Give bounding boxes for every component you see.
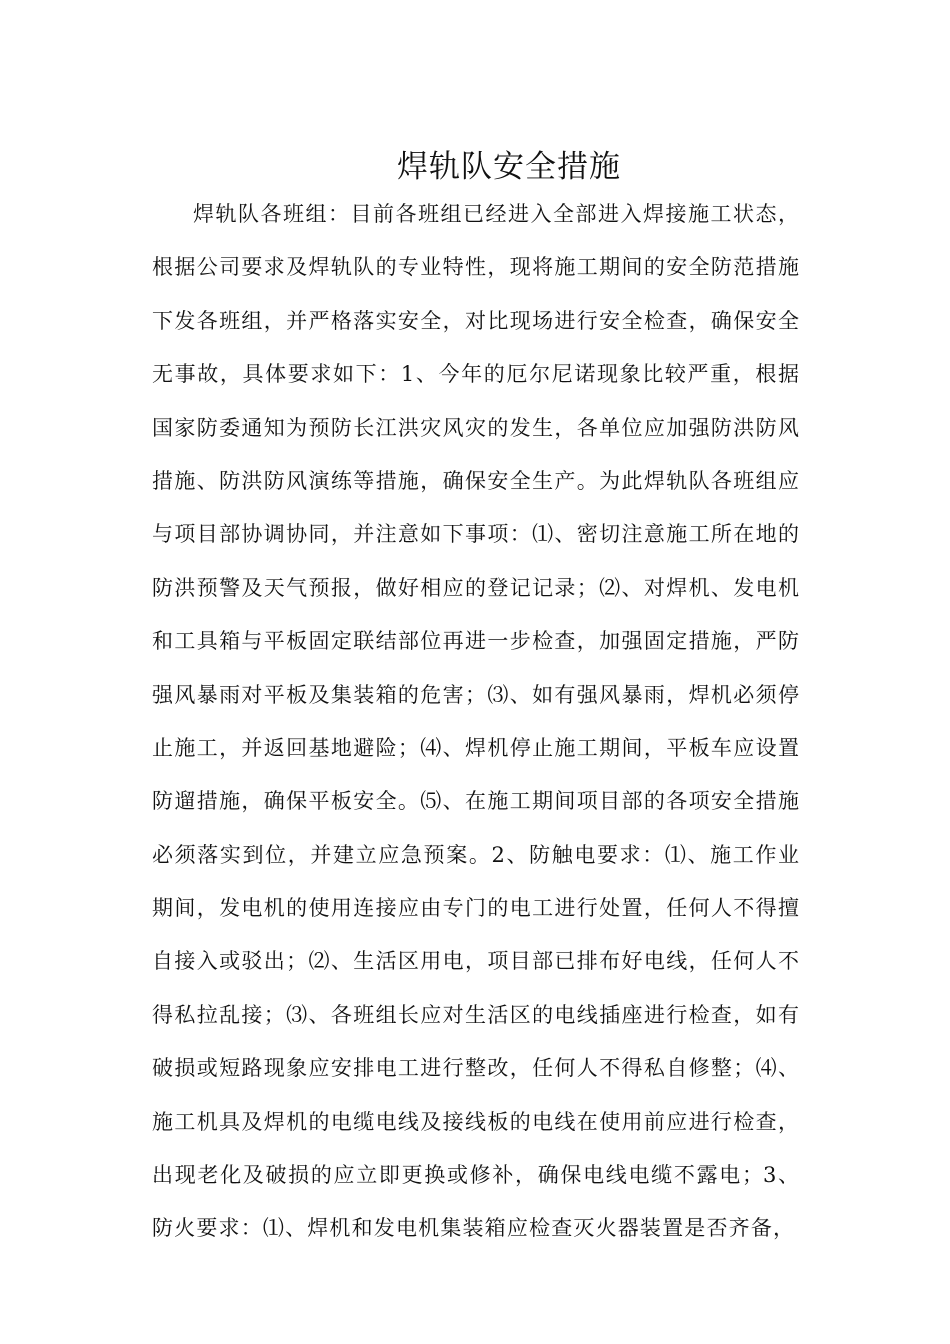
body-line: 国家防委通知为预防长江洪灾风灾的发生，各单位应加强防洪防风 (152, 415, 799, 440)
body-line: 焊轨队各班组：目前各班组已经进入全部进入焊接施工状态， (193, 202, 799, 226)
body-line: 破损或短路现象应安排电工进行整改，任何人不得私自修整；⑷、 (152, 1056, 799, 1081)
body-line: 自接入或驳出；⑵、生活区用电，项目部已排布好电线，任何人不 (152, 949, 799, 974)
body-line: 得私拉乱接；⑶、各班组长应对生活区的电线插座进行检查，如有 (152, 1002, 799, 1027)
body-line: 措施、防洪防风演练等措施，确保安全生产。为此焊轨队各班组应 (152, 468, 799, 493)
body-line: 防火要求：⑴、焊机和发电机集装箱应检查灭火器装置是否齐备， (152, 1216, 794, 1241)
body-line: 防洪预警及天气预报，做好相应的登记记录；⑵、对焊机、发电机 (152, 575, 799, 600)
body-line: 必须落实到位，并建立应急预案。2、防触电要求：⑴、施工作业 (152, 842, 799, 867)
body-line: 根据公司要求及焊轨队的专业特性，现将施工期间的安全防范措施 (152, 255, 799, 280)
document-body (0, 193, 950, 1261)
body-line: 出现老化及破损的应立即更换或修补，确保电线电缆不露电；3、 (152, 1163, 799, 1188)
body-line: 和工具箱与平板固定联结部位再进一步检查，加强固定措施，严防 (152, 629, 799, 654)
body-line: 期间，发电机的使用连接应由专门的电工进行处置，任何人不得擅 (152, 896, 799, 921)
body-line: 下发各班组，并严格落实安全，对比现场进行安全检查，确保安全 (152, 308, 799, 333)
body-line: 与项目部协调协同，并注意如下事项：⑴、密切注意施工所在地的 (152, 522, 799, 547)
body-line: 强风暴雨对平板及集装箱的危害；⑶、如有强风暴雨，焊机必须停 (152, 682, 799, 707)
document-title: 焊轨队安全措施 (397, 148, 621, 185)
body-line: 止施工，并返回基地避险；⑷、焊机停止施工期间，平板车应设置 (152, 735, 799, 760)
body-line: 施工机具及焊机的电缆电线及接线板的电线在使用前应进行检查， (152, 1109, 799, 1134)
body-line: 防遛措施，确保平板安全。⑸、在施工期间项目部的各项安全措施 (152, 789, 799, 814)
body-line: 无事故，具体要求如下：1、今年的厄尔尼诺现象比较严重，根据 (152, 362, 799, 387)
